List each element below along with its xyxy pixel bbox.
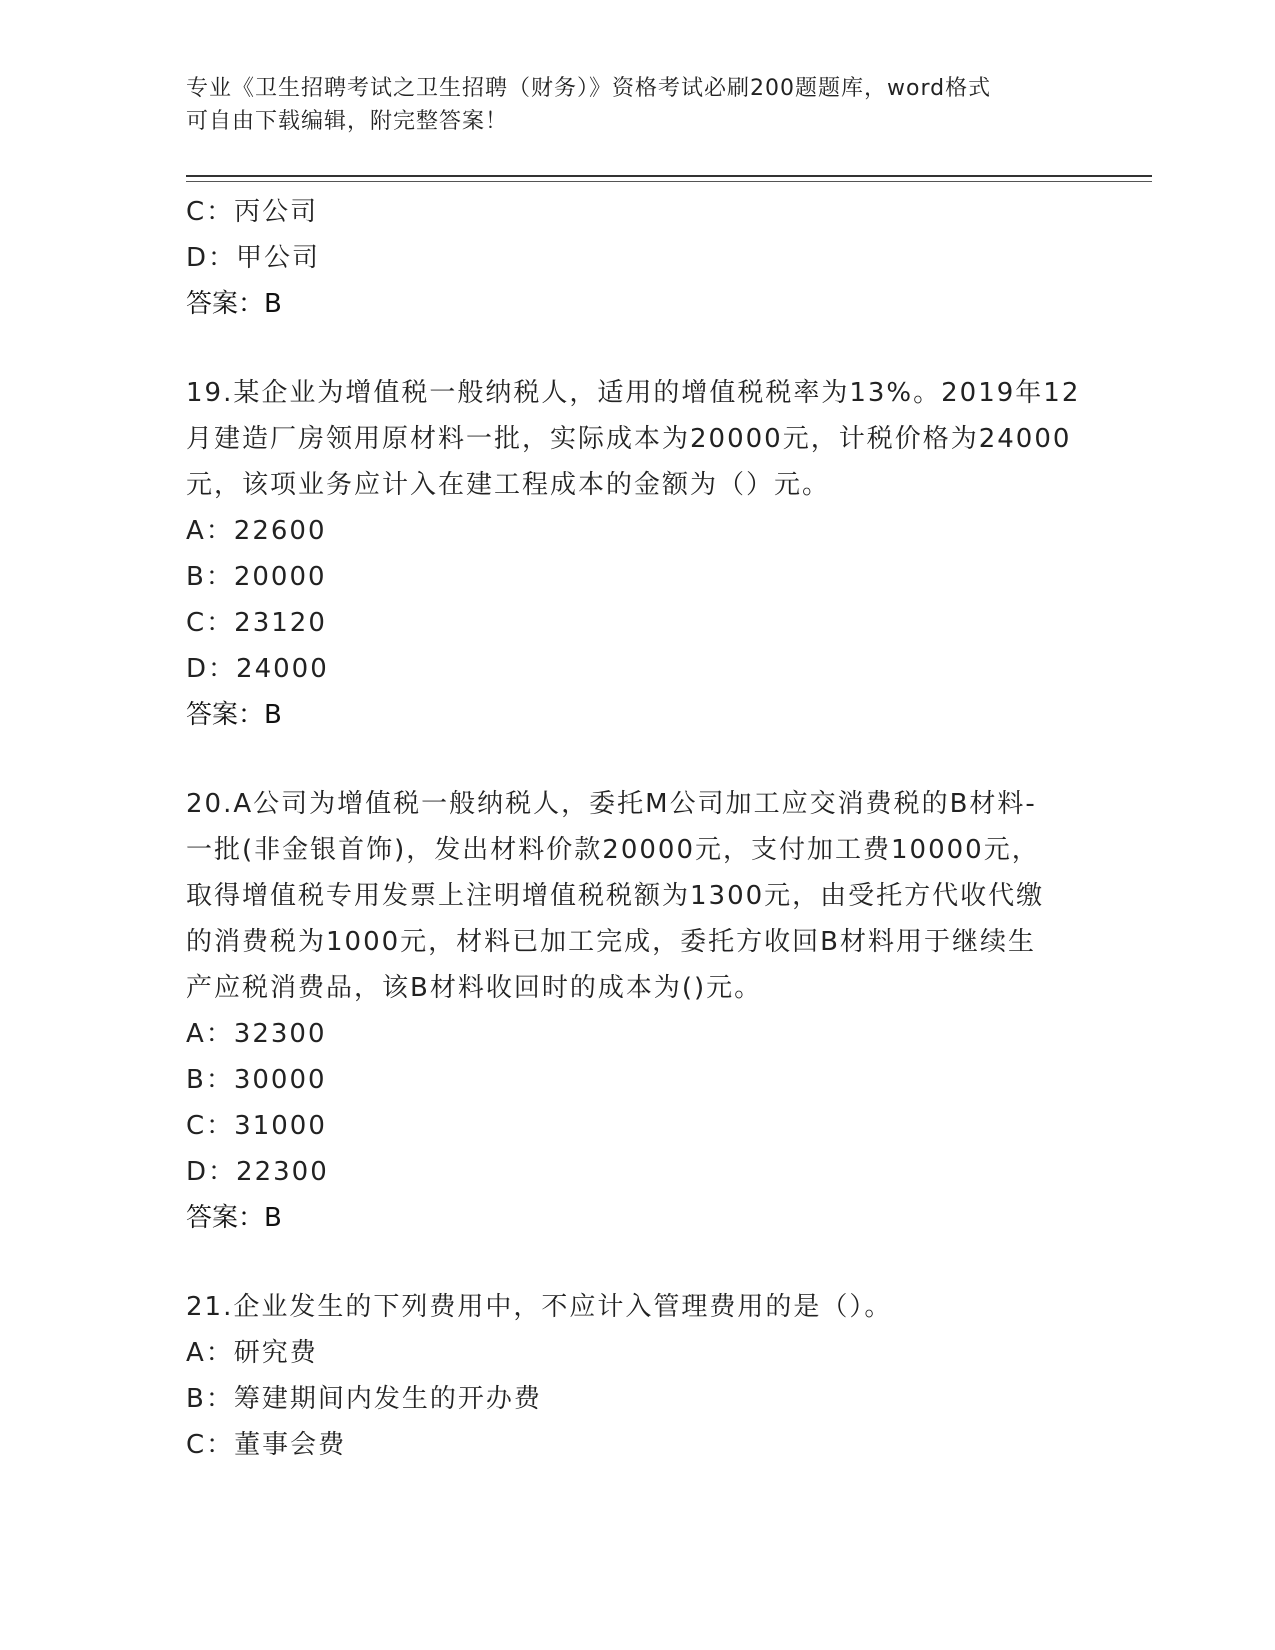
- answer-line: 答案：B: [186, 1203, 282, 1233]
- option-d: D：24000: [186, 654, 329, 684]
- question-stem-line: 20.A公司为增值税一般纳税人，委托M公司加工应交消费税的B材料-: [186, 789, 1037, 819]
- document-body: [186, 189, 1086, 1468]
- question-21: [186, 1284, 1086, 1468]
- question-stem-line: 月建造厂房领用原材料一批，实际成本为20000元，计税价格为24000: [186, 424, 1072, 454]
- question-stem-line: 元，该项业务应计入在建工程成本的金额为（）元。: [186, 470, 831, 500]
- option-a: A：研究费: [186, 1338, 318, 1368]
- option-c: C：23120: [186, 608, 327, 638]
- option-a: A：32300: [186, 1019, 327, 1049]
- option-b: B：筹建期间内发生的开办费: [186, 1384, 542, 1414]
- option-b: B：30000: [186, 1065, 327, 1095]
- answer-line: 答案：B: [186, 700, 282, 730]
- spacer: [186, 327, 1086, 370]
- header-line-1: 专业《卫生招聘考试之卫生招聘（财务）》资格考试必刷200题题库，word格式: [186, 76, 992, 101]
- option-b: B：20000: [186, 562, 327, 592]
- option-a: A：22600: [186, 516, 327, 546]
- option-c: C：丙公司: [186, 197, 319, 227]
- question-stem-line: 产应税消费品，该B材料收回时的成本为()元。: [186, 973, 763, 1003]
- question-stem-line: 21.企业发生的下列费用中，不应计入管理费用的是（）。: [186, 1292, 893, 1322]
- document-header: [186, 72, 1066, 138]
- question-20: [186, 781, 1086, 1241]
- spacer: [186, 738, 1086, 781]
- header-divider-thin: [186, 181, 1152, 182]
- question-19: [186, 370, 1086, 738]
- answer-line: 答案：B: [186, 289, 282, 319]
- option-c: C：董事会费: [186, 1430, 347, 1460]
- option-d: D：22300: [186, 1157, 329, 1187]
- question-stem-line: 取得增值税专用发票上注明增值税税额为1300元，由受托方代收代缴: [186, 881, 1045, 911]
- question-stem-line: 的消费税为1000元，材料已加工完成，委托方收回B材料用于继续生: [186, 927, 1037, 957]
- header-divider-thick: [186, 175, 1152, 177]
- question-18-tail: [186, 189, 1086, 327]
- question-stem-line: 一批(非金银首饰)，发出材料价款20000元，支付加工费10000元，: [186, 835, 1040, 865]
- option-c: C：31000: [186, 1111, 327, 1141]
- header-line-2: 可自由下载编辑，附完整答案！: [186, 109, 509, 134]
- spacer: [186, 1241, 1086, 1284]
- question-stem-line: 19.某企业为增值税一般纳税人，适用的增值税税率为13%。2019年12: [186, 378, 1081, 408]
- option-d: D：甲公司: [186, 243, 321, 273]
